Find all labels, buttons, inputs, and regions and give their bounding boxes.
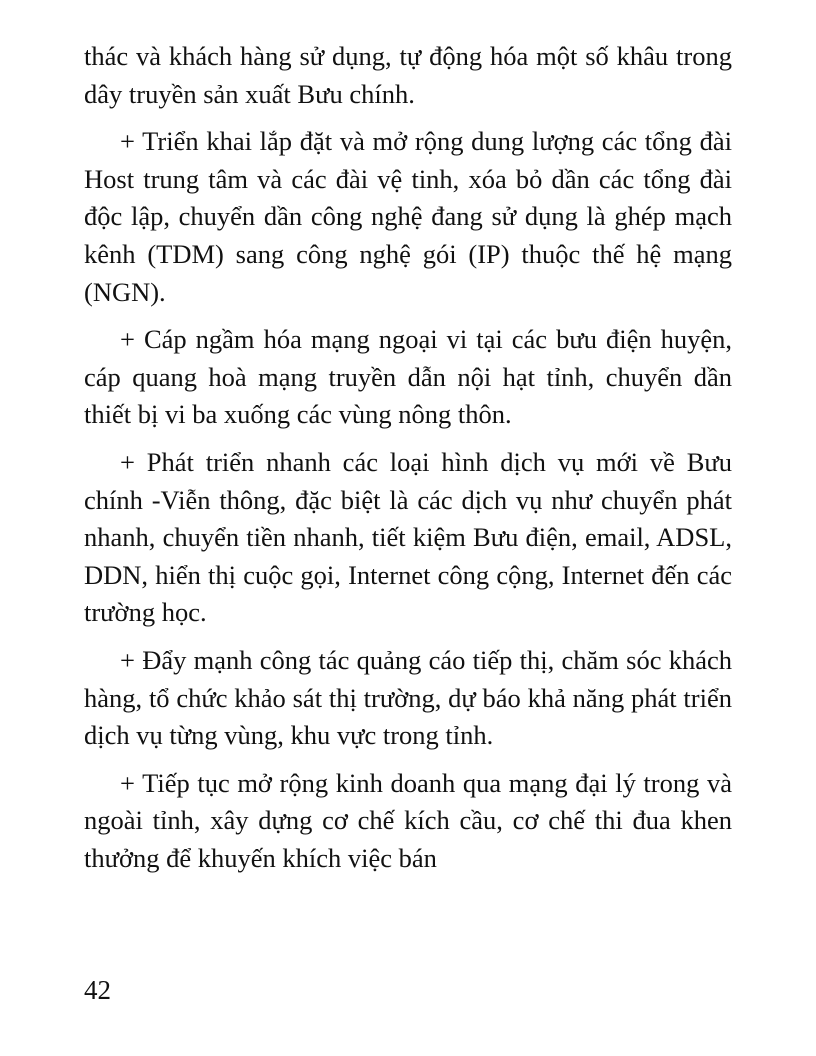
paragraph-agents: + Tiếp tục mở rộng kinh doanh qua mạng đại lý trong và ngoài tỉnh, xây dựng cơ chế kích cầu, cơ chế thi đua khen thưởng để khuyến khích việc bán <box>84 767 732 873</box>
paragraph-continuation: thác và khách hàng sử dụng, tự động hóa một số khâu trong dây truyền sản xuất Bưu chính. <box>84 41 732 109</box>
paragraph-new-services: + Phát triển nhanh các loại hình dịch vụ mới về Bưu chính -Viễn thông, đặc biệt là các dịch vụ như chuyển phát nhanh, chuyển tiền nhanh, tiết kiệm Bưu điện, email, ADSL, DDN, hiển thị cuộc gọi, Internet công cộng, Internet đến các trường học. <box>84 446 732 628</box>
paragraph-marketing: + Đẩy mạnh công tác quảng cáo tiếp thị, chăm sóc khách hàng, tổ chức khảo sát thị trường, dự báo khả năng phát triển dịch vụ từng vùng, khu vực trong tỉnh. <box>84 644 732 751</box>
paragraph-switchboards: + Triển khai lắp đặt và mở rộng dung lượng các tổng đài Host trung tâm và các đài vệ tinh, xóa bỏ dần các tổng đài độc lập, chuyển dần công nghệ đang sử dụng là ghép mạch kênh (TDM) sang công nghệ gói (IP) thuộc thế hệ mạng (NGN). <box>84 126 732 307</box>
page-number: 42 <box>84 975 111 1005</box>
body-text <box>84 38 732 887</box>
paragraph-cabling: + Cáp ngầm hóa mạng ngoại vi tại các bưu điện huyện, cáp quang hoà mạng truyền dẫn nội hạt tỉnh, chuyển dần thiết bị vi ba xuống các vùng nông thôn. <box>84 324 732 430</box>
